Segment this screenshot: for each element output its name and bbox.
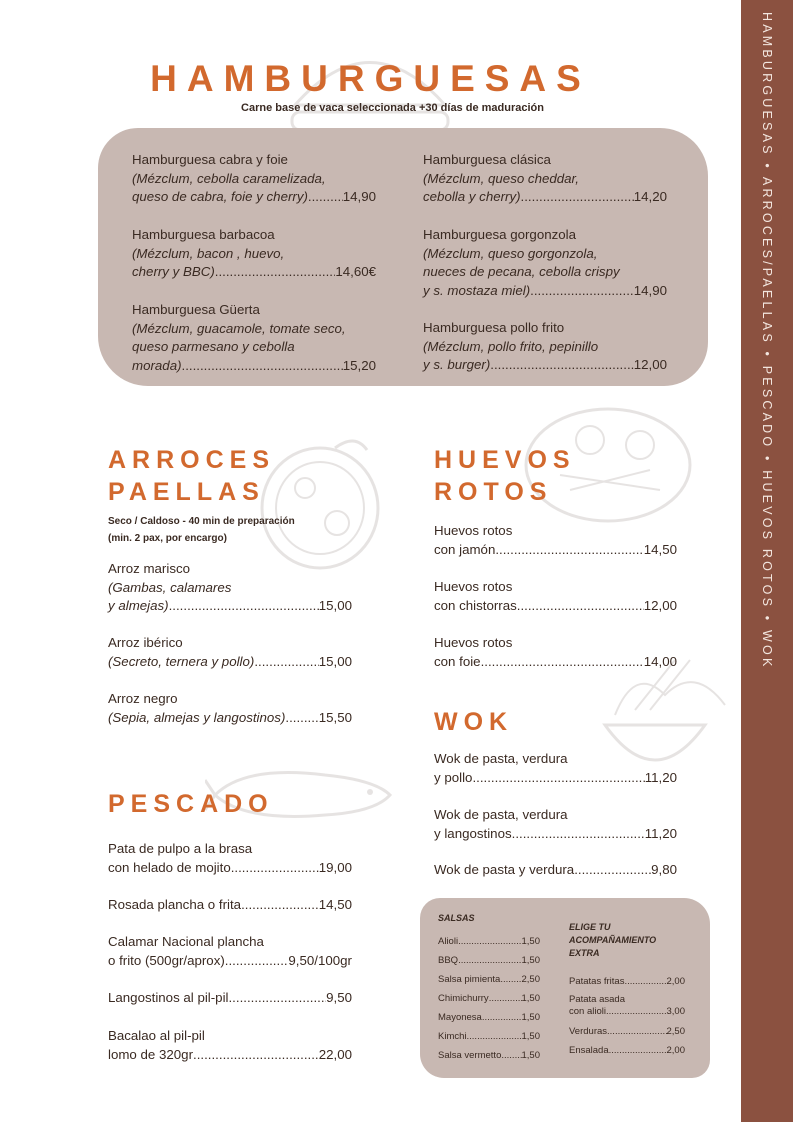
price: 19,00 xyxy=(318,859,352,875)
menu-item: Wok de pasta, verdura y pollo ..... 11,20 xyxy=(434,750,677,787)
menu-item: Bacalao al pil-pil lomo de 320gr ..... 22,00 xyxy=(108,1027,352,1064)
menu-item: Hamburguesa clásica (Mézclum, queso cheddar, cebolla y cherry) ..... 14,20 xyxy=(423,151,667,207)
menu-item: Wok de pasta y verdura ..... 9,80 xyxy=(434,861,677,880)
price: 15,00 xyxy=(318,598,352,613)
price: 14,50 xyxy=(318,897,352,912)
menu-item: Huevos rotos con jamón ..... 14,50 xyxy=(434,522,677,559)
huevos-title: HUEVOS ROTOS xyxy=(434,446,576,506)
price: 14,50 xyxy=(643,541,677,557)
menu-item: Arroz negro (Sepia, almejas y langostinos) ..... 15,50 xyxy=(108,690,352,727)
price: 22,00 xyxy=(318,1046,352,1062)
price: 12,00 xyxy=(633,357,667,372)
menu-item: Pata de pulpo a la brasa con helado de mojito ..... 19,00 xyxy=(108,840,352,877)
menu-item: Arroz marisco (Gambas, calamares y almejas) ..... 15,00 xyxy=(108,560,352,616)
price: 9,50 xyxy=(326,990,352,1005)
price: 14,20 xyxy=(633,189,667,204)
arroces-title: ARROCES PAELLAS xyxy=(108,446,276,506)
price: 15,00 xyxy=(318,653,352,669)
burgers-subtitle: Carne base de vaca seleccionada +30 días de maduración xyxy=(241,102,544,114)
price: 9,50/100gr xyxy=(288,952,352,968)
arroces-note: Seco / Caldoso - 40 min de preparación (min. 2 pax, por encargo) xyxy=(108,516,295,544)
menu-item: Huevos rotos con chistorras ..... 12,00 xyxy=(434,578,677,615)
menu-item: Hamburguesa Güerta (Mézclum, guacamole, tomate seco, queso parmesano y cebolla morada) ..... 15,20 xyxy=(132,301,376,375)
menu-item: Calamar Nacional plancha o frito (500gr/aprox) ..... 9,50/100gr xyxy=(108,933,352,970)
price: 15,50 xyxy=(318,709,352,725)
menu-item: Hamburguesa gorgonzola (Mézclum, queso gorgonzola, nueces de pecana, cebolla crispy y s. mostaza miel) ..... 14,90 xyxy=(423,226,667,300)
price: 14,90 xyxy=(342,189,376,204)
price: 11,20 xyxy=(644,825,677,841)
price: 14,60€ xyxy=(335,264,376,279)
salsas-list: Alioli ..... 1,50 BBQ ..... 1,50 Salsa pimienta ..... 2,50 Chimichurry ..... 1,50 Mayonesa ..... 1,50 Kimchi ..... 1,50 Salsa vermetto ..... 1,50 xyxy=(438,935,540,1068)
menu-item: Huevos rotos con foie ..... 14,00 xyxy=(434,634,677,671)
price: 9,80 xyxy=(651,862,677,877)
menu-item: Arroz ibérico (Secreto, ternera y pollo) ..... 15,00 xyxy=(108,634,352,671)
salsas-title: SALSAS xyxy=(438,913,475,923)
menu-item: Rosada plancha o frita ..... 14,50 xyxy=(108,896,352,915)
extras-title: ELIGE TU ACOMPAÑAMIENTO EXTRA xyxy=(569,922,657,958)
burgers-title: HAMBURGUESAS xyxy=(150,58,591,99)
sidebar-text: HAMBURGUESAS • ARROCES/PAELLAS • PESCADO • HUEVOS ROTOS • WOK xyxy=(760,12,774,670)
price: 11,20 xyxy=(644,769,677,785)
price: 15,20 xyxy=(342,357,376,373)
menu-item: Hamburguesa cabra y foie (Mézclum, cebolla caramelizada, queso de cabra, foie y cherry) ..... 14,90 xyxy=(132,151,376,207)
price: 14,00 xyxy=(643,653,677,669)
pescado-title: PESCADO xyxy=(108,790,274,818)
extras-list: Patatas fritas ..... 2,00 Patata asada con alioli ..... 3,00 Verduras ..... 2,50 Ensalada ..... 2,00 xyxy=(569,975,685,1063)
menu-item: Wok de pasta, verdura y langostinos ..... 11,20 xyxy=(434,806,677,843)
wok-title: WOK xyxy=(434,708,514,736)
menu-item: Langostinos al pil-pil ..... 9,50 xyxy=(108,989,352,1008)
price: 12,00 xyxy=(643,597,677,613)
menu-item: Hamburguesa barbacoa (Mézclum, bacon , huevo, cherry y BBC) ..... 14,60€ xyxy=(132,226,376,282)
menu-item: Hamburguesa pollo frito (Mézclum, pollo frito, pepinillo y s. burger) ..... 12,00 xyxy=(423,319,667,375)
price: 14,90 xyxy=(633,282,667,298)
